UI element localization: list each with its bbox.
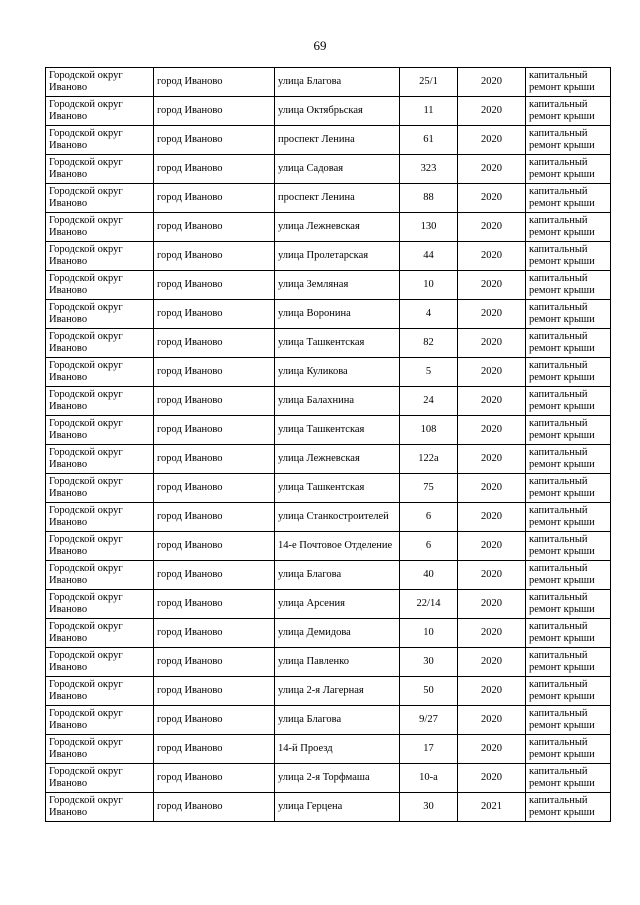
city-cell: город Иваново — [154, 271, 275, 300]
work-type-cell: капитальный ремонт крыши — [526, 358, 611, 387]
okrug-cell: Городской округ Иваново — [46, 68, 154, 97]
city-cell: город Иваново — [154, 387, 275, 416]
house-number-cell: 122а — [400, 445, 458, 474]
street-cell: улица Балахнина — [275, 387, 400, 416]
okrug-cell: Городской округ Иваново — [46, 155, 154, 184]
okrug-cell: Городской округ Иваново — [46, 474, 154, 503]
table-row — [46, 474, 611, 503]
okrug-cell: Городской округ Иваново — [46, 445, 154, 474]
table-row — [46, 271, 611, 300]
street-cell: улица Октябрьская — [275, 97, 400, 126]
table-row — [46, 329, 611, 358]
house-number-cell: 30 — [400, 793, 458, 822]
year-cell: 2020 — [458, 648, 526, 677]
street-cell: проспект Ленина — [275, 126, 400, 155]
year-cell: 2020 — [458, 68, 526, 97]
house-number-cell: 61 — [400, 126, 458, 155]
year-cell: 2020 — [458, 474, 526, 503]
work-type-cell: капитальный ремонт крыши — [526, 677, 611, 706]
work-type-cell: капитальный ремонт крыши — [526, 68, 611, 97]
house-number-cell: 4 — [400, 300, 458, 329]
work-type-cell: капитальный ремонт крыши — [526, 503, 611, 532]
house-number-cell: 108 — [400, 416, 458, 445]
year-cell: 2020 — [458, 271, 526, 300]
work-type-cell: капитальный ремонт крыши — [526, 445, 611, 474]
street-cell: улица Благова — [275, 561, 400, 590]
work-type-cell: капитальный ремонт крыши — [526, 387, 611, 416]
house-number-cell: 25/1 — [400, 68, 458, 97]
house-number-cell: 75 — [400, 474, 458, 503]
table-row — [46, 387, 611, 416]
year-cell: 2020 — [458, 561, 526, 590]
street-cell: улица Лежневская — [275, 445, 400, 474]
work-type-cell: капитальный ремонт крыши — [526, 474, 611, 503]
okrug-cell: Городской округ Иваново — [46, 416, 154, 445]
table-row — [46, 532, 611, 561]
house-number-cell: 9/27 — [400, 706, 458, 735]
okrug-cell: Городской округ Иваново — [46, 126, 154, 155]
house-number-cell: 44 — [400, 242, 458, 271]
city-cell: город Иваново — [154, 735, 275, 764]
city-cell: город Иваново — [154, 329, 275, 358]
city-cell: город Иваново — [154, 532, 275, 561]
city-cell: город Иваново — [154, 358, 275, 387]
okrug-cell: Городской округ Иваново — [46, 329, 154, 358]
year-cell: 2020 — [458, 590, 526, 619]
city-cell: город Иваново — [154, 213, 275, 242]
work-type-cell: капитальный ремонт крыши — [526, 706, 611, 735]
okrug-cell: Городской округ Иваново — [46, 677, 154, 706]
city-cell: город Иваново — [154, 126, 275, 155]
okrug-cell: Городской округ Иваново — [46, 764, 154, 793]
house-number-cell: 24 — [400, 387, 458, 416]
okrug-cell: Городской округ Иваново — [46, 532, 154, 561]
table-row — [46, 677, 611, 706]
city-cell: город Иваново — [154, 242, 275, 271]
house-number-cell: 130 — [400, 213, 458, 242]
work-type-cell: капитальный ремонт крыши — [526, 155, 611, 184]
street-cell: проспект Ленина — [275, 184, 400, 213]
okrug-cell: Городской округ Иваново — [46, 300, 154, 329]
city-cell: город Иваново — [154, 184, 275, 213]
work-type-cell: капитальный ремонт крыши — [526, 242, 611, 271]
city-cell: город Иваново — [154, 474, 275, 503]
city-cell: город Иваново — [154, 68, 275, 97]
city-cell: город Иваново — [154, 793, 275, 822]
house-number-cell: 17 — [400, 735, 458, 764]
year-cell: 2020 — [458, 97, 526, 126]
work-type-cell: капитальный ремонт крыши — [526, 271, 611, 300]
city-cell: город Иваново — [154, 677, 275, 706]
repair-register-table — [45, 67, 611, 822]
street-cell: улица Ташкентская — [275, 474, 400, 503]
city-cell: город Иваново — [154, 300, 275, 329]
work-type-cell: капитальный ремонт крыши — [526, 648, 611, 677]
work-type-cell: капитальный ремонт крыши — [526, 735, 611, 764]
table-row — [46, 503, 611, 532]
okrug-cell: Городской округ Иваново — [46, 706, 154, 735]
house-number-cell: 11 — [400, 97, 458, 126]
table-row — [46, 300, 611, 329]
street-cell: улица Лежневская — [275, 213, 400, 242]
house-number-cell: 10-а — [400, 764, 458, 793]
house-number-cell: 10 — [400, 271, 458, 300]
year-cell: 2020 — [458, 213, 526, 242]
work-type-cell: капитальный ремонт крыши — [526, 97, 611, 126]
city-cell: город Иваново — [154, 155, 275, 184]
table-row — [46, 358, 611, 387]
house-number-cell: 10 — [400, 619, 458, 648]
year-cell: 2020 — [458, 184, 526, 213]
okrug-cell: Городской округ Иваново — [46, 358, 154, 387]
street-cell: улица Садовая — [275, 155, 400, 184]
okrug-cell: Городской округ Иваново — [46, 387, 154, 416]
table-row — [46, 97, 611, 126]
city-cell: город Иваново — [154, 590, 275, 619]
work-type-cell: капитальный ремонт крыши — [526, 532, 611, 561]
house-number-cell: 22/14 — [400, 590, 458, 619]
work-type-cell: капитальный ремонт крыши — [526, 416, 611, 445]
year-cell: 2020 — [458, 126, 526, 155]
year-cell: 2020 — [458, 300, 526, 329]
year-cell: 2020 — [458, 677, 526, 706]
okrug-cell: Городской округ Иваново — [46, 793, 154, 822]
city-cell: город Иваново — [154, 619, 275, 648]
house-number-cell: 6 — [400, 503, 458, 532]
street-cell: улица Куликова — [275, 358, 400, 387]
okrug-cell: Городской округ Иваново — [46, 590, 154, 619]
house-number-cell: 5 — [400, 358, 458, 387]
city-cell: город Иваново — [154, 648, 275, 677]
table-row — [46, 793, 611, 822]
table-row — [46, 561, 611, 590]
work-type-cell: капитальный ремонт крыши — [526, 561, 611, 590]
city-cell: город Иваново — [154, 764, 275, 793]
table-row — [46, 242, 611, 271]
city-cell: город Иваново — [154, 706, 275, 735]
work-type-cell: капитальный ремонт крыши — [526, 184, 611, 213]
work-type-cell: капитальный ремонт крыши — [526, 300, 611, 329]
year-cell: 2020 — [458, 445, 526, 474]
house-number-cell: 30 — [400, 648, 458, 677]
table-row — [46, 706, 611, 735]
work-type-cell: капитальный ремонт крыши — [526, 329, 611, 358]
house-number-cell: 82 — [400, 329, 458, 358]
year-cell: 2020 — [458, 532, 526, 561]
city-cell: город Иваново — [154, 416, 275, 445]
okrug-cell: Городской округ Иваново — [46, 271, 154, 300]
work-type-cell: капитальный ремонт крыши — [526, 590, 611, 619]
okrug-cell: Городской округ Иваново — [46, 561, 154, 590]
work-type-cell: капитальный ремонт крыши — [526, 619, 611, 648]
okrug-cell: Городской округ Иваново — [46, 619, 154, 648]
table-row — [46, 416, 611, 445]
work-type-cell: капитальный ремонт крыши — [526, 764, 611, 793]
year-cell: 2020 — [458, 706, 526, 735]
year-cell: 2020 — [458, 735, 526, 764]
street-cell: улица Благова — [275, 68, 400, 97]
okrug-cell: Городской округ Иваново — [46, 503, 154, 532]
table-row — [46, 213, 611, 242]
okrug-cell: Городской округ Иваново — [46, 97, 154, 126]
okrug-cell: Городской округ Иваново — [46, 184, 154, 213]
okrug-cell: Городской округ Иваново — [46, 735, 154, 764]
table-row — [46, 735, 611, 764]
year-cell: 2020 — [458, 358, 526, 387]
city-cell: город Иваново — [154, 445, 275, 474]
street-cell: улица Станкостроителей — [275, 503, 400, 532]
work-type-cell: капитальный ремонт крыши — [526, 126, 611, 155]
year-cell: 2020 — [458, 387, 526, 416]
year-cell: 2021 — [458, 793, 526, 822]
street-cell: 14-е Почтовое Отделение — [275, 532, 400, 561]
table-row — [46, 445, 611, 474]
street-cell: улица Благова — [275, 706, 400, 735]
year-cell: 2020 — [458, 503, 526, 532]
table-row — [46, 155, 611, 184]
house-number-cell: 50 — [400, 677, 458, 706]
year-cell: 2020 — [458, 242, 526, 271]
table-row — [46, 126, 611, 155]
house-number-cell: 6 — [400, 532, 458, 561]
table-row — [46, 619, 611, 648]
street-cell: 14-й Проезд — [275, 735, 400, 764]
table-row — [46, 648, 611, 677]
street-cell: улица Демидова — [275, 619, 400, 648]
street-cell: улица 2-я Лагерная — [275, 677, 400, 706]
street-cell: улица Земляная — [275, 271, 400, 300]
table-row — [46, 764, 611, 793]
street-cell: улица Герцена — [275, 793, 400, 822]
table-row — [46, 184, 611, 213]
city-cell: город Иваново — [154, 97, 275, 126]
city-cell: город Иваново — [154, 561, 275, 590]
okrug-cell: Городской округ Иваново — [46, 242, 154, 271]
table-row — [46, 590, 611, 619]
house-number-cell: 40 — [400, 561, 458, 590]
year-cell: 2020 — [458, 329, 526, 358]
street-cell: улица Павленко — [275, 648, 400, 677]
street-cell: улица 2-я Торфмаша — [275, 764, 400, 793]
year-cell: 2020 — [458, 416, 526, 445]
street-cell: улица Воронина — [275, 300, 400, 329]
year-cell: 2020 — [458, 764, 526, 793]
page-number: 69 — [313, 38, 327, 53]
register-body — [46, 68, 611, 822]
work-type-cell: капитальный ремонт крыши — [526, 793, 611, 822]
street-cell: улица Ташкентская — [275, 329, 400, 358]
city-cell: город Иваново — [154, 503, 275, 532]
house-number-cell: 88 — [400, 184, 458, 213]
work-type-cell: капитальный ремонт крыши — [526, 213, 611, 242]
house-number-cell: 323 — [400, 155, 458, 184]
year-cell: 2020 — [458, 155, 526, 184]
okrug-cell: Городской округ Иваново — [46, 213, 154, 242]
okrug-cell: Городской округ Иваново — [46, 648, 154, 677]
year-cell: 2020 — [458, 619, 526, 648]
table-row — [46, 68, 611, 97]
street-cell: улица Ташкентская — [275, 416, 400, 445]
street-cell: улица Арсения — [275, 590, 400, 619]
street-cell: улица Пролетарская — [275, 242, 400, 271]
